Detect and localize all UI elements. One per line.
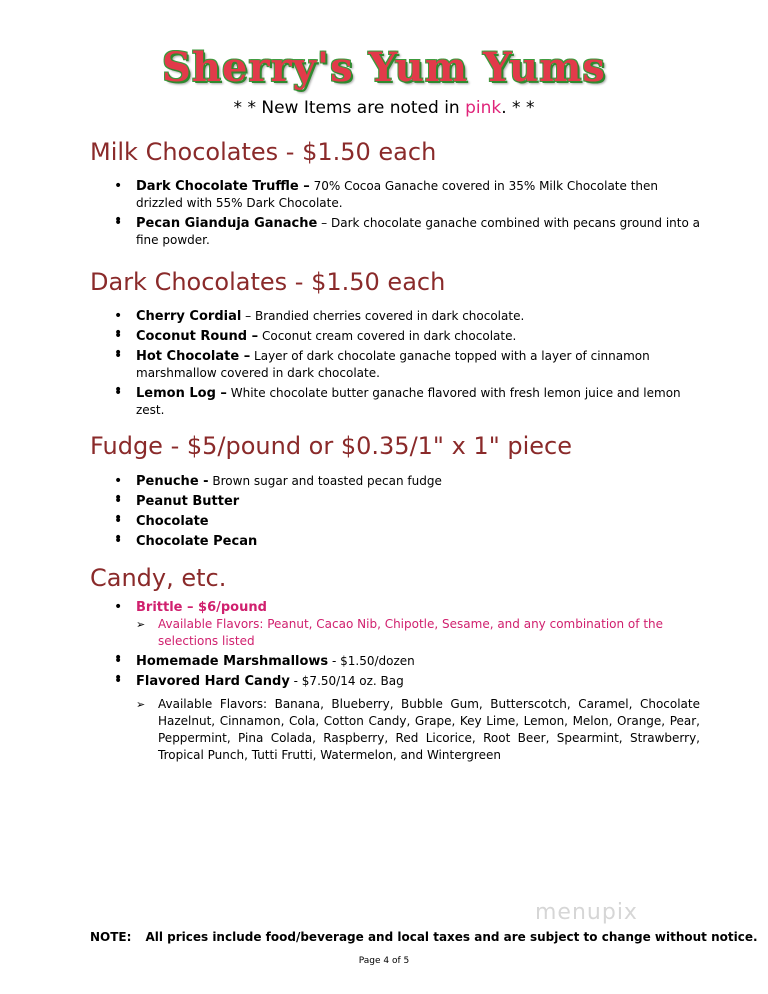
watermark: menupix (535, 900, 638, 925)
menu-title: Sherry's Yum Yums (162, 44, 606, 91)
section-heading-fudge: Fudge - $5/pound or $0.35/1" x 1" piece (90, 432, 572, 460)
pink-word: pink (465, 98, 502, 118)
footer-note (90, 930, 758, 944)
note-label: NOTE: (90, 930, 132, 944)
page-number: Page 4 of 5 (358, 956, 410, 966)
section-heading-dark-chocolates: Dark Chocolates - $1.50 each (90, 268, 446, 296)
section-heading-milk-chocolates: Milk Chocolates - $1.50 each (90, 138, 437, 166)
list-item: • Flavored Hard Candy - $7.50/14 oz. Bag ➢ Available Flavors: Banana, Blueberry, Bubble Gum, Butterscotch, Caramel, Chocolate Hazelnut, Cinnamon, Cola, Cotton Candy, Grape, Key Lime, Lemon, Melon, Orange, Pear, Peppermint, Pina Colada, Raspberry, Red Licorice, Root Beer, Spearmint, Strawberry, Tropical Punch, Tutti Frutti, Watermelon, and Wintergreen (110, 673, 700, 764)
fudge-list (110, 473, 700, 550)
hard-candy-flavors: ➢ Available Flavors: Banana, Blueberry, Bubble Gum, Butterscotch, Caramel, Chocolate Hazelnut, Cinnamon, Cola, Cotton Candy, Grape, Key Lime, Lemon, Melon, Orange, Pear, Peppermint, Pina Colada, Raspberry, Red Licorice, Root Beer, Spearmint, Strawberry, Tropical Punch, Tutti Frutti, Watermelon, and Wintergreen (136, 696, 700, 764)
list-item: • Chocolate (110, 513, 700, 530)
dark-chocolates-list (110, 308, 700, 419)
list-item: • Coconut Round – Coconut cream covered in dark chocolate. (110, 328, 700, 345)
list-item-new: • Brittle – $6/pound ➢ Available Flavors: Peanut, Cacao Nib, Chipotle, Sesame, and any combination of the selections listed (110, 599, 700, 650)
candy-list (110, 599, 700, 764)
list-item: • Pecan Gianduja Ganache – Dark chocolate ganache combined with pecans ground into a fine powder. (110, 215, 700, 249)
list-item: • Penuche - Brown sugar and toasted pecan fudge (110, 473, 700, 490)
note-text: All prices include food/beverage and local taxes and are subject to change without notice. (145, 930, 758, 944)
list-item: • Peanut Butter (110, 493, 700, 510)
list-item: • Lemon Log – White chocolate butter ganache flavored with fresh lemon juice and lemon zest. (110, 385, 700, 419)
section-heading-candy: Candy, etc. (90, 564, 227, 592)
milk-chocolates-list (110, 178, 700, 249)
menu-subtitle: * * New Items are noted in pink. * * (233, 98, 535, 118)
list-item: • Dark Chocolate Truffle – 70% Cocoa Ganache covered in 35% Milk Chocolate then drizzled with 55% Dark Chocolate. (110, 178, 700, 212)
list-item: • Hot Chocolate – Layer of dark chocolate ganache topped with a layer of cinnamon marshmallow covered in dark chocolate. (110, 348, 700, 382)
list-item: • Chocolate Pecan (110, 533, 700, 550)
brittle-flavors: ➢ Available Flavors: Peanut, Cacao Nib, Chipotle, Sesame, and any combination of the selections listed (136, 616, 700, 650)
list-item: • Cherry Cordial – Brandied cherries covered in dark chocolate. (110, 308, 700, 325)
list-item: • Homemade Marshmallows - $1.50/dozen (110, 653, 700, 670)
